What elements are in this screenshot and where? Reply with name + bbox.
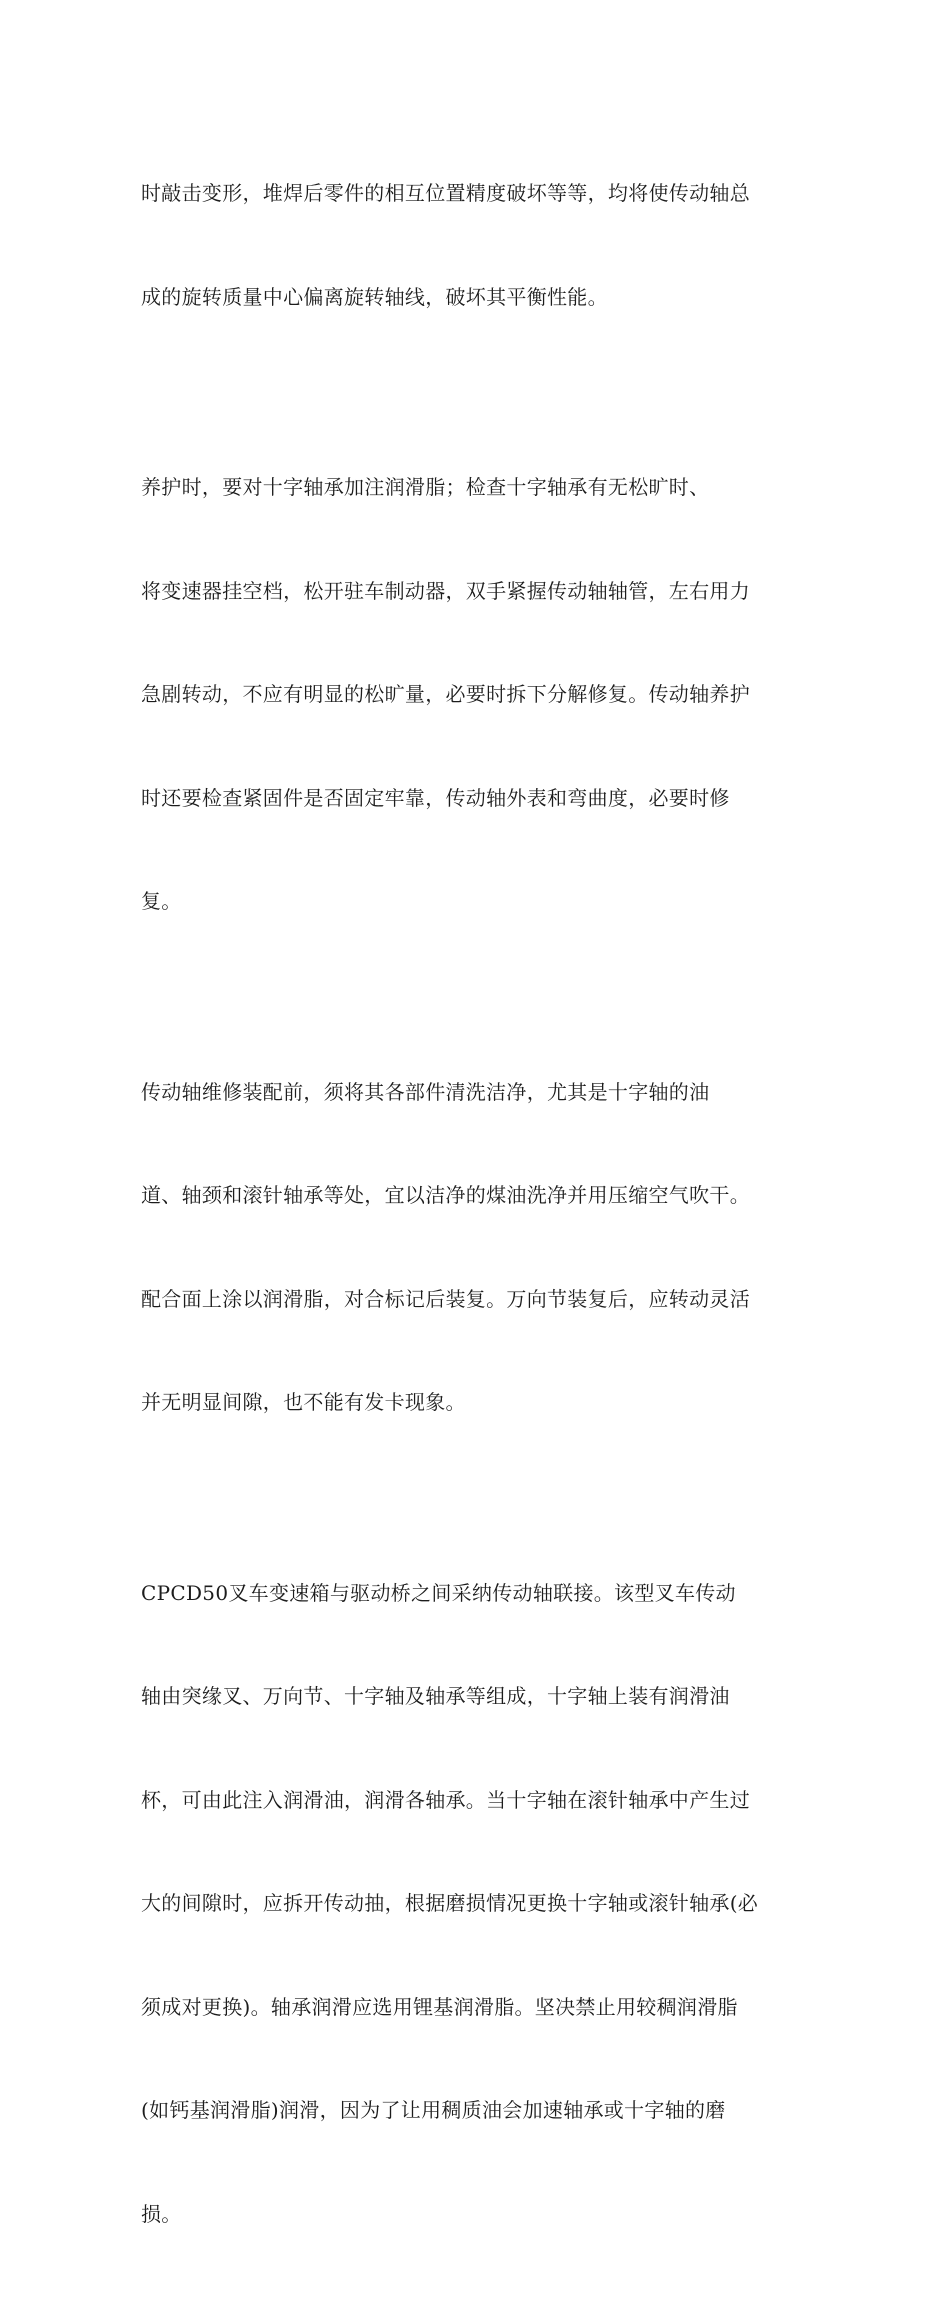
text-line: 并无明显间隙，也不能有发卡现象。 — [141, 1390, 466, 1414]
text-line: 轴由突缘叉、万向节、十字轴及轴承等组成，十字轴上装有润滑油 — [141, 1684, 730, 1708]
text-line: 养护时，要对十字轴承加注润滑脂；检查十字轴承有无松旷时、 — [141, 475, 710, 499]
paragraph-4 — [141, 1507, 806, 2301]
text-line: 时还要检查紧固件是否固定牢靠，传动轴外表和弯曲度，必要时修 — [141, 785, 730, 810]
text-line: 损。 — [141, 2201, 182, 2226]
text-line: 急剧转动，不应有明显的松旷量，必要时拆下分解修复。传动轴养护 — [141, 682, 750, 706]
text-line: 复。 — [141, 889, 182, 913]
text-line: 配合面上涂以润滑脂，对合标记后装复。万向节装复后，应转动灵活 — [141, 1286, 750, 1311]
paragraph-3 — [141, 1006, 806, 1489]
text-line: 时敲击变形，堆焊后零件的相互位置精度破坏等等，均将使传动轴总 — [141, 181, 750, 205]
text-line: 传动轴维修装配前，须将其各部件清洗洁净，尤其是十字轴的油 — [141, 1079, 710, 1104]
text-line: 道、轴颈和滚针轴承等处，宜以洁净的煤油洗净并用压缩空气吹干。 — [141, 1183, 750, 1207]
text-line: 大的间隙时，应拆开传动抽，根据磨损情况更换十字轴或滚针轴承(必 — [141, 1891, 759, 1915]
text-line: CPCD50叉车变速箱与驱动桥之间采纳传动轴联接。该型叉车传动 — [141, 1580, 736, 1605]
paragraph-1 — [141, 107, 806, 383]
text-line: 杯，可由此注入润滑油，润滑各轴承。当十字轴在滚针轴承中产生过 — [141, 1787, 750, 1812]
document-body — [141, 107, 806, 2318]
text-line: 将变速器挂空档，松开驻车制动器，双手紧握传动轴轴管，左右用力 — [141, 578, 750, 603]
text-line: 须成对更换)。轴承润滑应选用锂基润滑脂。坚决禁止用较稠润滑脂 — [141, 1994, 738, 2019]
text-line: 成的旋转质量中心偏离旋转轴线，破坏其平衡性能。 — [141, 284, 608, 309]
text-line: (如钙基润滑脂)润滑，因为了让用稠质油会加速轴承或十字轴的磨 — [141, 2098, 726, 2122]
paragraph-2 — [141, 401, 806, 988]
